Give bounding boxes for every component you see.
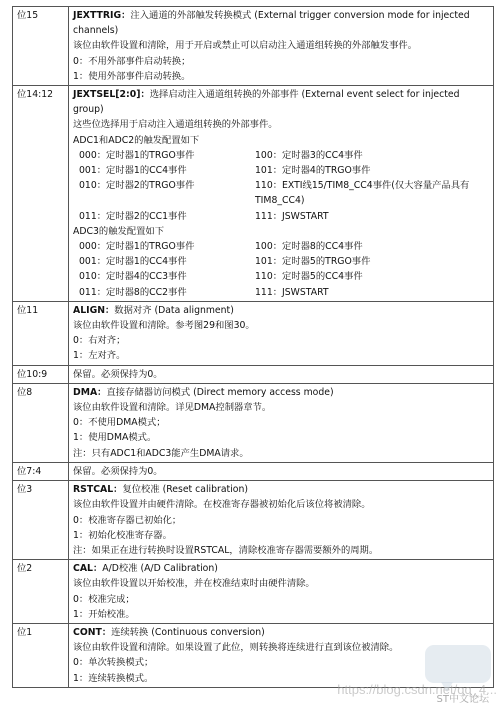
note-line: 注：只有ADC1和ADC3能产生DMA请求。 [73,447,249,459]
trigger-option: 011：定时器2的CC1事件 [79,210,187,222]
table-row [13,301,494,365]
table-row [13,383,494,462]
trigger-option: 100：定时器8的CC4事件 [255,241,363,253]
field-title: RSTCAL：复位校准 (Reset calibration) [73,484,248,496]
desc-line: 该位由软件设置以开始校准，并在校准结束时由硬件清除。 [73,578,315,590]
desc-line: 该位由软件设置和清除。详见DMA控制器章节。 [73,402,272,414]
desc-line: 1：连续转换模式。 [73,672,154,684]
table-row [13,481,494,560]
adc12-heading: ADC1和ADC2的触发配置如下 [73,134,200,146]
trigger-option: 100：定时器3的CC4事件 [255,149,363,161]
trigger-option: 101：定时器5的TRGO事件 [255,256,371,268]
bit-cell: 位8 [13,383,69,462]
trigger-option: 101：定时器4的TRGO事件 [255,165,371,177]
register-table [12,6,494,688]
desc-cell [69,481,494,560]
trigger-option: 110：EXTI线15/TIM8_CC4事件(仅大容量产品具有TIM8_CC4) [255,180,470,207]
field-title: CONT：连续转换 (Continuous conversion) [73,626,265,638]
desc-cell [69,560,494,624]
table-row [13,560,494,624]
desc-cell [69,462,494,480]
desc-line: 0：单次转换模式； [73,657,154,669]
desc-line: 该位由软件设置并由硬件清除。在校准寄存器被初始化后该位将被清除。 [73,499,371,511]
desc-line: 1：初始化校准寄存器。 [73,529,172,541]
note-line: 注：如果正在进行转换时设置RSTCAL，清除校准寄存器需要额外的周期。 [73,544,379,556]
trigger-option: 110：定时器5的CC4事件 [255,271,363,283]
desc-line: 0：不用外部事件启动转换； [73,55,191,67]
adc12-trigger-grid [79,148,488,224]
desc-line: 1：使用外部事件启动转换。 [73,70,191,82]
reserved-text: 保留。必须保持为0。 [73,465,163,477]
table-row [13,462,494,480]
trigger-option: 011：定时器8的CC2事件 [79,286,187,298]
trigger-option: 010：定时器4的CC3事件 [79,271,187,283]
trigger-option: 111：JSWSTART [255,286,329,298]
trigger-option: 010：定时器2的TRGO事件 [79,180,195,192]
bit-cell: 位14:12 [13,86,69,302]
watermark-logo: ST中文论坛 [436,694,489,705]
trigger-option: 001：定时器1的CC4事件 [79,165,187,177]
field-title: DMA：直接存储器访问模式 (Direct memory access mode) [73,386,334,398]
field-title: ALIGN：数据对齐 (Data alignment) [73,304,234,316]
bit-cell: 位15 [13,7,69,86]
trigger-option: 000：定时器1的TRGO事件 [79,241,195,253]
trigger-option: 001：定时器1的CC4事件 [79,256,187,268]
table-row [13,86,494,302]
bit-cell: 位1 [13,623,69,687]
desc-line: 0：右对齐； [73,335,126,347]
table-row [13,623,494,687]
table-row [13,365,494,383]
desc-cell [69,383,494,462]
desc-cell [69,86,494,302]
chat-bubble-icon [425,645,491,683]
adc3-trigger-grid [79,239,488,300]
bit-cell: 位11 [13,301,69,365]
reserved-text: 保留。必须保持为0。 [73,368,163,380]
desc-line: 0：校准完成； [73,593,135,605]
table-row [13,7,494,86]
desc-cell [69,365,494,383]
desc-line: 该位由软件设置和清除。参考图29和图30。 [73,320,255,332]
desc-line: 该位由软件设置和清除，用于开启或禁止可以启动注入通道组转换的外部触发事件。 [73,40,417,52]
watermark-url: https://blog.csdn.net/qq_4... [337,682,497,697]
desc-line: 1：开始校准。 [73,608,135,620]
desc-line: 1：使用DMA模式。 [73,432,157,444]
desc-line: 1：左对齐。 [73,350,126,362]
trigger-option: 000：定时器1的TRGO事件 [79,149,195,161]
field-title: JEXTSEL[2:0]：选择启动注入通道组转换的外部事件 (External event select for injected group) [73,89,460,116]
bit-cell: 位3 [13,481,69,560]
field-title: CAL：A/D校准 (A/D Calibration) [73,563,218,575]
field-title: JEXTTRIG：注入通道的外部触发转换模式 (External trigger conversion mode for injected channels) [73,10,470,37]
adc3-heading: ADC3的触发配置如下 [73,225,165,237]
desc-cell [69,7,494,86]
desc-line: 0：校准寄存器已初始化； [73,514,182,526]
bit-cell: 位10:9 [13,365,69,383]
trigger-option: 111：JSWSTART [255,210,329,222]
desc-line: 这些位选择用于启动注入通道组转换的外部事件。 [73,119,278,131]
desc-line: 0：不使用DMA模式； [73,417,166,429]
bit-cell: 位2 [13,560,69,624]
bit-cell: 位7:4 [13,462,69,480]
desc-line: 该位由软件设置和清除。如果设置了此位，则转换将连续进行直到该位被清除。 [73,642,399,654]
desc-cell [69,301,494,365]
